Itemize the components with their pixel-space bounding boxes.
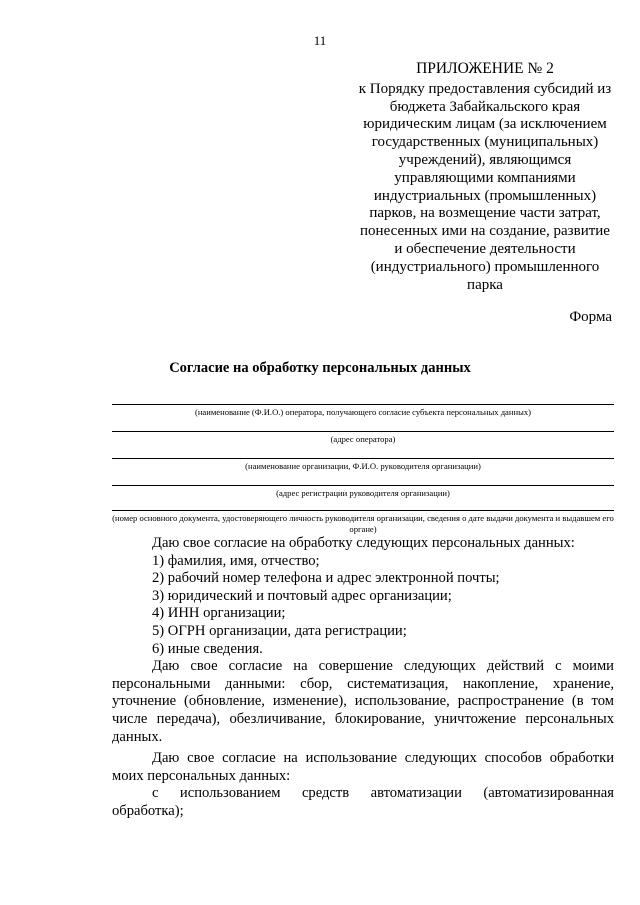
word: автоматизации <box>370 785 462 802</box>
fill-line <box>112 510 614 511</box>
automated-method-line <box>112 785 614 803</box>
consent-intro: Даю свое согласие на обработку следующих персональных данных: <box>152 535 575 551</box>
appendix-line: парков, на возмещение части затрат, <box>369 205 601 222</box>
appendix-line: парка <box>467 276 503 293</box>
appendix-line: управляющими компаниями <box>394 169 576 186</box>
form-label: Форма <box>569 309 612 325</box>
operator-name-field[interactable] <box>112 404 614 418</box>
appendix-line: бюджета Забайкальского края <box>389 98 581 115</box>
appendix-title: ПРИЛОЖЕНИЕ № 2 <box>416 60 554 77</box>
data-item: 6) иные сведения. <box>152 640 263 657</box>
operator-address-field[interactable] <box>112 431 614 445</box>
data-item: 3) юридический и почтовый адрес организации; <box>152 587 452 604</box>
word: средств <box>301 785 350 802</box>
appendix-line: государственных (муниципальных) <box>371 134 599 151</box>
fill-line <box>112 458 614 459</box>
appendix-line: учреждений), являющимся <box>398 151 572 168</box>
appendix-line: юридическим лицам (за исключением <box>363 116 607 133</box>
field-caption: (наименование организации, Ф.И.О. руководителя организации) <box>245 461 481 471</box>
appendix-block <box>352 60 618 294</box>
field-caption: (адрес регистрации руководителя организации) <box>276 488 450 498</box>
field-caption: (наименование (Ф.И.О.) оператора, получающего согласие субъекта персональных данных) <box>194 407 532 417</box>
organization-name-field[interactable] <box>112 458 614 472</box>
page-number: 11 <box>313 33 327 48</box>
fill-line <box>112 485 614 486</box>
consent-body <box>112 535 614 821</box>
head-address-field[interactable] <box>112 485 614 499</box>
fill-line <box>112 431 614 432</box>
field-caption: (адрес оператора) <box>330 434 396 444</box>
data-item: 5) ОГРН организации, дата регистрации; <box>152 622 407 639</box>
field-caption: (номер основного документа, удостоверяющего личность руководителя организации, сведения о дате выдачи документа и выдавшем его органе) <box>112 513 614 534</box>
automated-method-tail: обработка); <box>112 802 184 819</box>
document-title: Согласие на обработку персональных данных <box>169 360 471 376</box>
word: (автоматизированная <box>483 785 614 802</box>
appendix-line: индустриальных (промышленных) <box>373 187 597 204</box>
appendix-line: и обеспечение деятельности <box>394 240 576 257</box>
consent-methods: Даю свое согласие на использование следующих способов обработки моих персональных данных: <box>112 750 614 784</box>
identity-document-field[interactable] <box>112 510 614 535</box>
data-item: 4) ИНН организации; <box>152 605 286 622</box>
consent-actions: Даю свое согласие на совершение следующих действий с моими персональными данными: сбор, систематизация, накопление, хранение, уточнение (обновление, изменение), использование, распространение (в том числе передача), обезличивание, блокирование, уничтожение персональных данных. <box>112 658 614 745</box>
appendix-line: понесенных ими на создание, развитие <box>360 223 610 240</box>
appendix-line: (индустриального) промышленного <box>370 258 600 275</box>
appendix-line: к Порядку предоставления субсидий из <box>358 80 612 97</box>
data-item: 2) рабочий номер телефона и адрес электронной почты; <box>152 570 500 587</box>
word: с <box>152 785 159 802</box>
data-item: 1) фамилия, имя, отчество; <box>152 552 320 569</box>
word: использованием <box>179 785 281 802</box>
fill-line <box>112 404 614 405</box>
